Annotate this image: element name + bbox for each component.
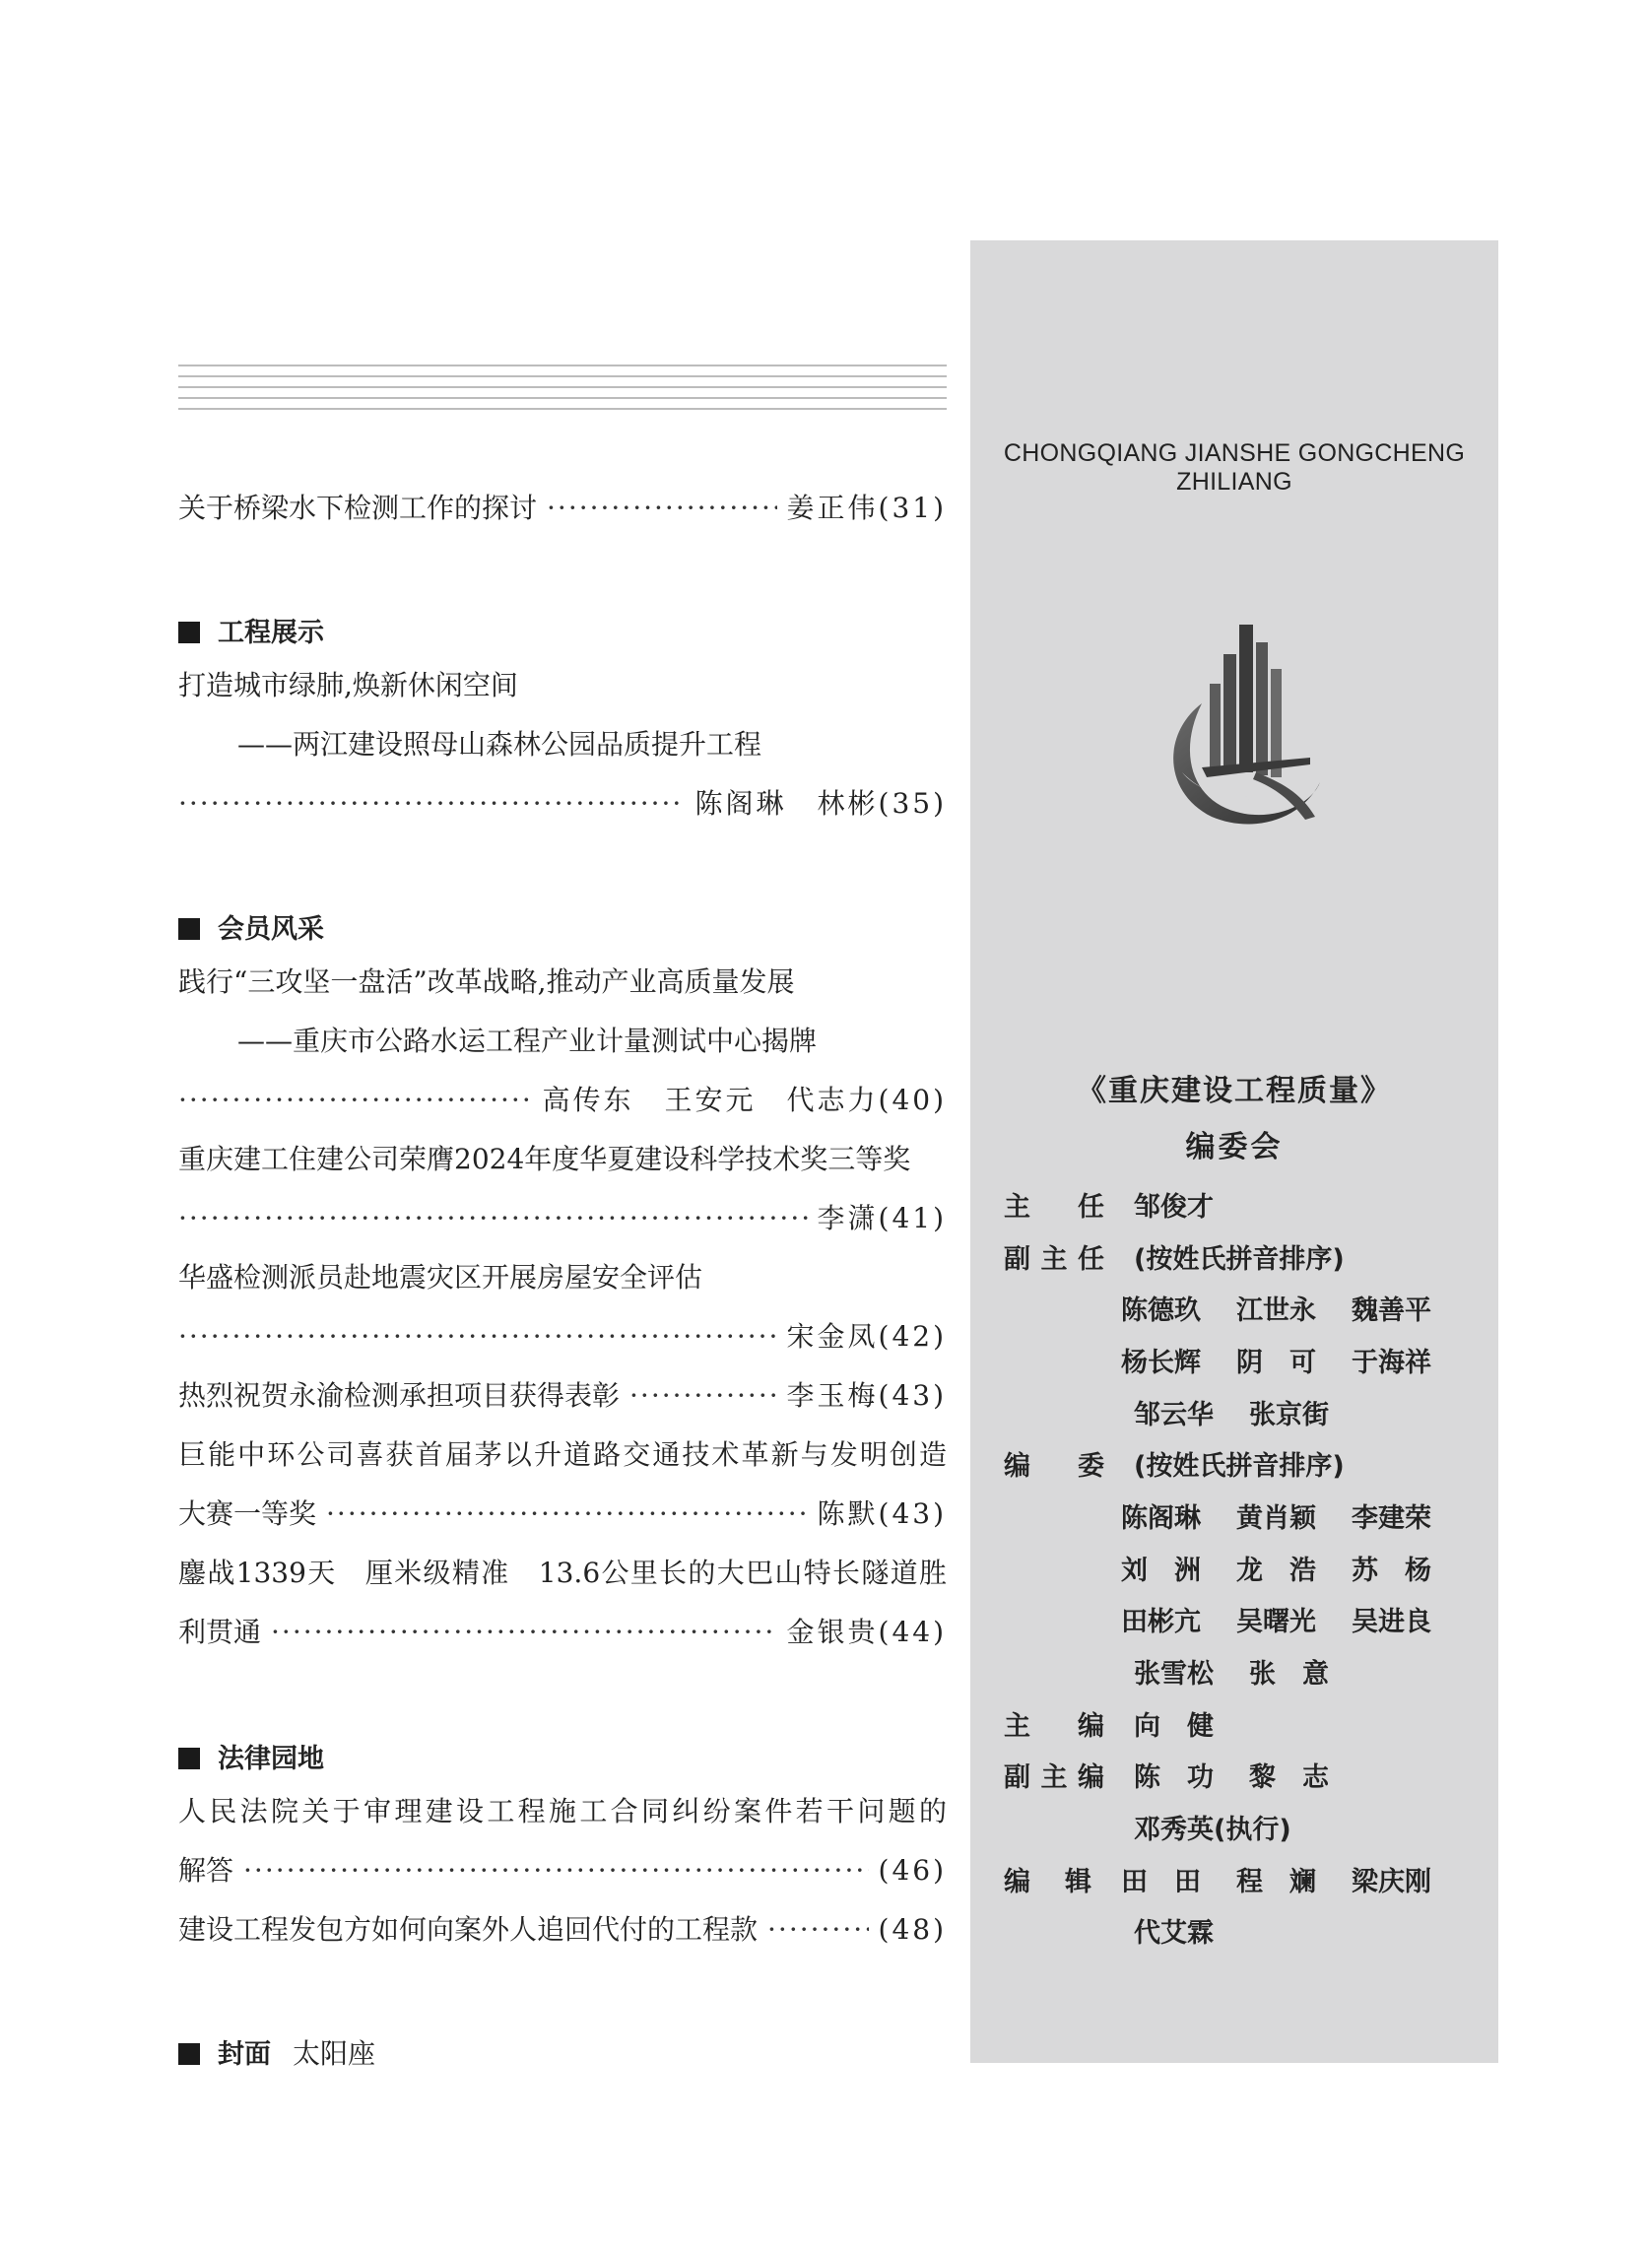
committee-row xyxy=(1004,1853,1467,1905)
square-bullet-icon xyxy=(178,918,200,940)
role-char: 编 xyxy=(1078,1762,1104,1794)
committee-member: 张 意 xyxy=(1249,1659,1329,1691)
toc-title-cont: 利贯通 xyxy=(178,1616,262,1648)
role-char: 主 xyxy=(1004,1191,1030,1223)
leader-dots xyxy=(271,1603,777,1662)
leader-dots xyxy=(326,1485,808,1544)
committee-member: 张雪松 xyxy=(1134,1659,1214,1691)
committee-member: 邓秀英(执行) xyxy=(1134,1815,1291,1846)
toc-title: 巨能中环公司喜获首届茅以升道路交通技术革新与发明创造 xyxy=(178,1438,947,1471)
toc-author-page: 陈阁琳 林彬(35) xyxy=(694,787,947,820)
toc-title: 关于桥梁水下检测工作的探讨 xyxy=(178,492,538,524)
committee-names xyxy=(1134,1237,1467,1276)
leader-dots xyxy=(243,1841,869,1900)
committee-row xyxy=(1004,1386,1467,1438)
committee-names xyxy=(1134,1393,1467,1431)
committee-names xyxy=(1121,1496,1467,1535)
toc-entry[interactable] xyxy=(178,479,947,538)
role-char: 编 xyxy=(1004,1451,1030,1483)
toc-page: (48) xyxy=(878,1913,947,1946)
toc-author-page: 李潇(41) xyxy=(817,1202,947,1234)
toc-author-page: 姜正伟(31) xyxy=(786,492,947,524)
committee-row xyxy=(1004,1490,1467,1542)
toc-title: 热烈祝贺永渝检测承担项目获得表彰 xyxy=(178,1379,621,1412)
committee-journal-title: 《重庆建设工程质量》 xyxy=(1077,1074,1392,1108)
committee-row xyxy=(1004,1645,1467,1697)
committee-role xyxy=(1004,1704,1104,1743)
role-char: 任 xyxy=(1078,1243,1104,1275)
editorial-panel xyxy=(970,240,1498,2063)
toc-title: 人民法院关于审理建设工程施工合同纠纷案件若干问题的 xyxy=(178,1795,947,1827)
toc-title: 鏖战1339天 厘米级精准 13.6公里长的大巴山特长隧道胜 xyxy=(178,1557,947,1589)
role-char: 编 xyxy=(1004,1866,1030,1897)
committee-names xyxy=(1134,1185,1467,1224)
toc-title: 建设工程发包方如何向案外人追回代付的工程款 xyxy=(178,1913,759,1946)
committee-member: 代艾霖 xyxy=(1134,1918,1214,1950)
building-logo-icon xyxy=(1162,625,1330,831)
committee-row xyxy=(1004,1905,1467,1958)
toc-entry[interactable] xyxy=(178,1426,947,1544)
committee-names xyxy=(1121,1600,1467,1638)
committee-member: 黎 志 xyxy=(1249,1762,1329,1794)
toc-subtitle: ——两江建设照母山森林公园品质提升工程 xyxy=(237,728,762,761)
committee-member: (按姓氏拼音排序) xyxy=(1134,1243,1345,1275)
committee-names xyxy=(1121,1341,1467,1379)
committee-row xyxy=(1004,1801,1467,1853)
role-char: 任 xyxy=(1078,1191,1104,1223)
committee-member: 吴曙光 xyxy=(1236,1607,1316,1638)
committee-role xyxy=(1004,1237,1104,1276)
role-char: 主 xyxy=(1040,1243,1068,1275)
leader-dots xyxy=(178,774,686,833)
committee-row xyxy=(1004,1594,1467,1646)
role-char: 主 xyxy=(1004,1710,1030,1742)
committee-names xyxy=(1121,1289,1467,1327)
toc-entry[interactable] xyxy=(178,656,947,833)
committee-member: 龙 浩 xyxy=(1236,1555,1316,1586)
toc-author-page: 宋金凤(42) xyxy=(786,1320,947,1353)
role-char: 编 xyxy=(1078,1710,1104,1742)
committee-names xyxy=(1134,1808,1467,1846)
committee-row xyxy=(1004,1178,1467,1230)
leader-dots xyxy=(629,1366,777,1426)
committee-names xyxy=(1134,1704,1467,1743)
role-char: 辑 xyxy=(1065,1866,1091,1897)
cover-value: 太阳座 xyxy=(293,2037,376,2070)
leader-dots xyxy=(767,1900,869,1959)
committee-row xyxy=(1004,1282,1467,1334)
toc-author-page: 高传东 王安元 代志力(40) xyxy=(542,1084,947,1116)
toc-title: 打造城市绿肺,焕新休闲空间 xyxy=(178,669,518,701)
toc-entry[interactable] xyxy=(178,1544,947,1662)
toc-subtitle: ——重庆市公路水运工程产业计量测试中心揭牌 xyxy=(237,1025,818,1057)
role-char: 副 xyxy=(1004,1762,1030,1794)
role-char: 副 xyxy=(1004,1243,1030,1275)
committee-names xyxy=(1121,1549,1467,1587)
committee-member: 魏善平 xyxy=(1352,1295,1431,1327)
committee-member: 陈 功 xyxy=(1134,1762,1214,1794)
committee-role xyxy=(1004,1756,1104,1794)
leader-dots xyxy=(547,479,777,538)
toc-entry[interactable] xyxy=(178,1782,947,1900)
committee-member: 于海祥 xyxy=(1352,1347,1431,1378)
committee-member: 陈阁琳 xyxy=(1121,1502,1201,1534)
committee-member: 张京街 xyxy=(1249,1399,1329,1430)
committee-member: 江世永 xyxy=(1236,1295,1316,1327)
committee-member: 梁庆刚 xyxy=(1352,1866,1431,1897)
leader-dots xyxy=(178,1189,808,1248)
toc-author-page: 金银贵(44) xyxy=(786,1616,947,1648)
committee-member: 陈德玖 xyxy=(1121,1295,1201,1327)
role-char: 委 xyxy=(1078,1451,1104,1483)
committee-role xyxy=(1004,1444,1104,1483)
committee-member: 苏 杨 xyxy=(1352,1555,1431,1586)
cover-line: 封面 太阳座 xyxy=(178,2032,375,2072)
toc-title: 华盛检测派员赴地震灾区开展房屋安全评估 xyxy=(178,1261,703,1294)
committee-member: 田彬亢 xyxy=(1121,1607,1201,1638)
toc-title: 重庆建工住建公司荣膺2024年度华夏建设科学技术奖三等奖 xyxy=(178,1143,911,1175)
committee-row xyxy=(1004,1334,1467,1386)
square-bullet-icon xyxy=(178,622,200,643)
section-heading: 工程展示 xyxy=(178,611,324,649)
header-rules xyxy=(178,365,947,419)
committee-role xyxy=(1004,1185,1104,1224)
journal-pinyin: CHONGQIANG JIANSHE GONGCHENG ZHILIANG xyxy=(1003,439,1466,496)
committee-member: 邹云华 xyxy=(1134,1399,1214,1430)
committee-member: 李建荣 xyxy=(1352,1502,1431,1534)
committee-list xyxy=(1004,1178,1467,1957)
committee-member: 阴 可 xyxy=(1236,1347,1316,1378)
toc-title-cont: 大赛一等奖 xyxy=(178,1497,317,1530)
toc-entry[interactable] xyxy=(178,1366,947,1426)
square-bullet-icon xyxy=(178,1748,200,1769)
committee-role xyxy=(1004,1860,1091,1898)
section-heading: 会员风采 xyxy=(178,907,324,946)
toc-entry[interactable] xyxy=(178,1248,947,1366)
committee-names xyxy=(1134,1911,1467,1950)
committee-member: 程 斓 xyxy=(1236,1866,1316,1897)
toc-author-page: 陈默(43) xyxy=(817,1497,947,1530)
leader-dots xyxy=(178,1071,533,1130)
committee-row xyxy=(1004,1230,1467,1283)
toc-entry[interactable] xyxy=(178,953,947,1130)
committee-names xyxy=(1134,1444,1467,1483)
toc-entry[interactable] xyxy=(178,1130,947,1248)
square-bullet-icon xyxy=(178,2043,200,2065)
committee-row xyxy=(1004,1697,1467,1750)
committee-row xyxy=(1004,1437,1467,1490)
toc-author-page: 李玉梅(43) xyxy=(786,1379,947,1412)
committee-row xyxy=(1004,1542,1467,1594)
toc-entry[interactable] xyxy=(178,1900,947,1959)
committee-member: 杨长辉 xyxy=(1121,1347,1201,1378)
committee-member: 吴进良 xyxy=(1352,1607,1431,1638)
role-char: 主 xyxy=(1040,1762,1068,1794)
committee-names xyxy=(1134,1756,1467,1794)
committee-member: 向 健 xyxy=(1134,1710,1214,1742)
toc-page: (46) xyxy=(878,1854,947,1887)
toc-title: 践行“三攻坚一盘活”改革战略,推动产业高质量发展 xyxy=(178,965,795,998)
committee-member: 田 田 xyxy=(1121,1866,1201,1897)
section-heading: 法律园地 xyxy=(178,1737,324,1775)
committee-heading: 编委会 xyxy=(1185,1130,1284,1164)
committee-member: 黄肖颖 xyxy=(1236,1502,1316,1534)
committee-member: (按姓氏拼音排序) xyxy=(1134,1451,1345,1483)
committee-member: 刘 洲 xyxy=(1121,1555,1201,1586)
committee-member: 邹俊才 xyxy=(1134,1191,1214,1223)
leader-dots xyxy=(178,1307,777,1366)
committee-names xyxy=(1121,1860,1467,1898)
committee-names xyxy=(1134,1652,1467,1691)
committee-row xyxy=(1004,1750,1467,1802)
toc-title-cont: 解答 xyxy=(178,1854,234,1887)
